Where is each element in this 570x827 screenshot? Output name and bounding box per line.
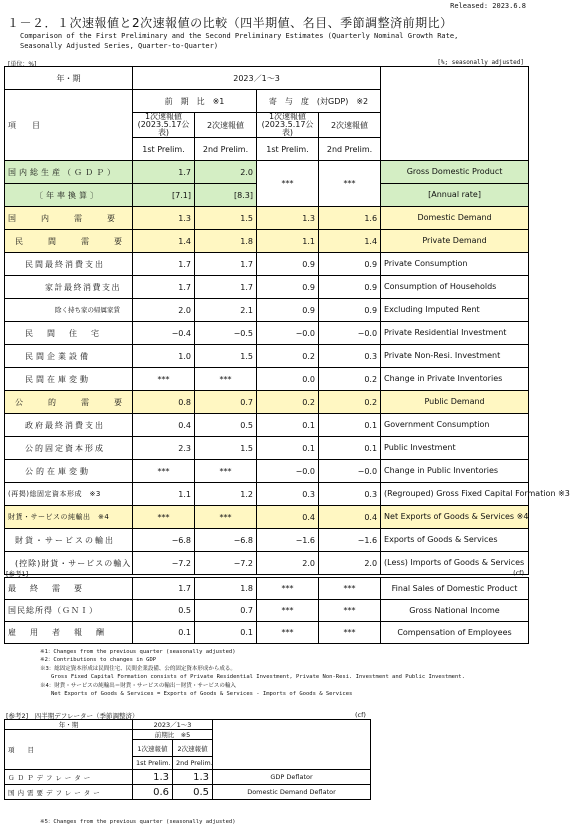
footnote: ※1：Changes from the previous quarter (seasonally adjusted) [40,649,236,655]
row-label: 民 間 需 要 [5,230,133,253]
row-label: 除く持ち家の帰属家賃 [5,299,133,322]
cell-second-qoq: 1.3 [173,770,213,785]
cell-second-qoq: −7.2 [195,552,257,575]
header-item: 項 目 [5,90,133,161]
row-label: 〔年率換算〕 [5,184,133,207]
cell-second-contrib: −0.0 [319,322,381,345]
row-label: 国民総所得（ＧＮＩ） [5,600,133,622]
cell-second-qoq: 0.5 [173,785,213,800]
header-second: 2次速報値 [173,740,213,757]
row-label: 民 間 住 宅 [5,322,133,345]
table-row [5,322,529,345]
row-label: 公的固定資本形成 [5,437,133,460]
table-row [5,785,371,800]
table-row [5,483,529,506]
header-first-c: 1次速報値 (2023.5.17公表) [257,113,319,138]
row-label-en: Private Residential Investment [381,322,529,345]
header-first-en: 1st Prelim. [133,757,173,770]
cell-first-contrib: 0.0 [257,368,319,391]
table-row [5,345,529,368]
cell-first-contrib: 0.3 [257,483,319,506]
table-row [5,506,529,529]
cell-first-contrib: 0.9 [257,253,319,276]
row-label: 最 終 需 要 [5,578,133,600]
comparison-table [4,66,570,575]
cell-first-contrib: −1.6 [257,529,319,552]
cell-first-qoq: 2.3 [133,437,195,460]
row-label: 国 内 需 要 [5,207,133,230]
table-row [5,299,529,322]
cell-second-qoq: −6.8 [195,529,257,552]
row-label-en: Change in Private Inventories [381,368,529,391]
cell-second-qoq: 2.1 [195,299,257,322]
cell-first-contrib: *** [257,622,319,644]
cell-second-qoq: 1.7 [195,253,257,276]
row-label-en: Compensation of Employees [381,622,529,644]
reference-2-label: [参考2] 四半期デフレーター（季節調整済） [6,712,139,720]
cell-second-qoq: 1.5 [195,437,257,460]
cell-first-contrib: −0.0 [257,322,319,345]
cell-first-qoq: 1.7 [133,161,195,184]
cell-second-qoq: 1.2 [195,483,257,506]
table-row [5,622,529,644]
row-label-en: Government Consumption [381,414,529,437]
row-label-en: Change in Public Inventories [381,460,529,483]
header-first-en: 1st Prelim. [133,138,195,161]
header-period: 2023／1～3 [133,67,381,90]
cell-second-contrib: *** [319,161,381,207]
footnote: Gross Fixed Capital Formation consists of Private Residential Investment, Private Non-Resi. Investment and Public Investment. [40,674,465,681]
row-label-en: (Less) Imports of Goods & Services [381,552,529,575]
reference-2-cf: (cf) [355,711,366,719]
cell-first-qoq: 1.4 [133,230,195,253]
reference-1-table [4,577,529,644]
cell-second-qoq: 0.7 [195,600,257,622]
cell-second-contrib: 1.4 [319,230,381,253]
cell-first-qoq: 0.1 [133,622,195,644]
table-row [5,770,371,785]
row-label-en: Domestic Demand Deflator [213,785,371,800]
cell-second-contrib: 0.3 [319,483,381,506]
cell-first-qoq: −6.8 [133,529,195,552]
table-row [5,529,529,552]
cell-first-qoq: −7.2 [133,552,195,575]
cell-first-qoq: 1.7 [133,276,195,299]
footnote: Net Exports of Goods & Services = Exports of Goods & Services - Imports of Goods & Services [40,691,353,698]
page-title: １－２．１次速報値と2次速報値の比較（四半期値、名目、季節調整済前期比） [7,16,453,30]
row-label: 民間企業設備 [5,345,133,368]
cell-second-contrib: 0.2 [319,391,381,414]
row-label: (控除)財貨・サービスの輸入 [5,552,133,575]
header-first: 1次速報値 (2023.5.17公表) [133,113,195,138]
row-label-en: Gross National Income [381,600,529,622]
header-second-c: 2次速報値 [319,113,381,138]
table-row [5,253,529,276]
header-qoq: 前期比 ※5 [133,730,213,740]
cell-second-contrib: 2.0 [319,552,381,575]
cell-first-contrib: −0.0 [257,460,319,483]
cell-second-qoq: 1.8 [195,578,257,600]
cell-second-contrib: 1.6 [319,207,381,230]
page-subtitle: Comparison of the First Preliminary and the Second Preliminary Estimates (Quarterly Nominal Growth Rate, Seasonally Adjusted Series, Quarter-to-Quarter) [20,32,459,50]
cell-first-contrib: 0.2 [257,391,319,414]
cell-first-qoq: −0.4 [133,322,195,345]
cell-first-qoq: 0.8 [133,391,195,414]
cell-first-contrib: 0.9 [257,276,319,299]
header-year-quarter: 年・期 [5,720,133,730]
release-date: Released: 2023.6.8 [450,2,526,10]
table-row [5,552,529,575]
reference-1-label: [参考1] [6,570,29,578]
header-second-en: 2nd Prelim. [195,138,257,161]
row-label-en: Private Consumption [381,253,529,276]
row-label: 家計最終消費支出 [5,276,133,299]
table-row [5,161,529,184]
row-label-en: Private Demand [381,230,529,253]
cell-second-qoq: *** [195,368,257,391]
table-row [5,600,529,622]
table-row [5,460,529,483]
cell-first-qoq: 1.7 [133,253,195,276]
table-row [5,437,529,460]
row-label-en: Consumption of Households [381,276,529,299]
row-label-en: Public Investment [381,437,529,460]
table-row [5,414,529,437]
header-first-en-c: 1st Prelim. [257,138,319,161]
cell-first-qoq: 2.0 [133,299,195,322]
cell-second-qoq: 1.7 [195,276,257,299]
cell-second-qoq: 1.8 [195,230,257,253]
cell-second-contrib: −1.6 [319,529,381,552]
row-label-en: Exports of Goods & Services [381,529,529,552]
row-label: 公的在庫変動 [5,460,133,483]
cell-second-qoq: −0.5 [195,322,257,345]
header-qoq: 前 期 比 ※1 [133,90,257,113]
cell-first-qoq: 1.7 [133,578,195,600]
table-row [5,368,529,391]
header-blank [381,67,529,161]
cell-first-contrib: *** [257,161,319,207]
row-label: ＧＤＰデフレーター [5,770,133,785]
row-label: 公 的 需 要 [5,391,133,414]
cell-first-qoq: 0.6 [133,785,173,800]
cell-first-qoq: 0.4 [133,414,195,437]
table-row [5,578,529,600]
table-row [5,276,529,299]
row-label-en: GDP Deflator [213,770,371,785]
cell-second-qoq: *** [195,506,257,529]
header-contrib: 寄 与 度 (対GDP) ※2 [257,90,381,113]
row-label-en: Excluding Imputed Rent [381,299,529,322]
row-label: 民間在庫変動 [5,368,133,391]
cell-first-contrib: 0.2 [257,345,319,368]
unit-label: [単位：%] [8,61,37,68]
table-row [5,230,529,253]
cell-first-contrib: 0.9 [257,299,319,322]
cell-second-qoq: 0.5 [195,414,257,437]
cell-second-contrib: 0.1 [319,437,381,460]
cell-first-qoq: 0.5 [133,600,195,622]
row-label: 雇 用 者 報 酬 [5,622,133,644]
cell-second-qoq: 0.7 [195,391,257,414]
cell-second-contrib: 0.9 [319,276,381,299]
header-second: 2次速報値 [195,113,257,138]
footnote: ※3：総固定資本形成は民間住宅、民間企業設備、公的固定資本形成から成る。 [40,665,236,672]
cell-second-contrib: 0.9 [319,299,381,322]
row-label-en: Public Demand [381,391,529,414]
cell-first-contrib: 1.1 [257,230,319,253]
reference-1-cf: (cf) [513,569,524,577]
cell-first-contrib: 0.1 [257,437,319,460]
cell-second-qoq: 2.0 [195,161,257,184]
cell-second-contrib: 0.9 [319,253,381,276]
header-second-en-c: 2nd Prelim. [319,138,381,161]
row-label: 民間最終消費支出 [5,253,133,276]
row-label: 財貨・サービスの純輸出 ※4 [5,506,133,529]
row-label: 国内需要デフレーター [5,785,133,800]
cell-second-contrib: 0.2 [319,368,381,391]
cell-second-qoq: [8.3] [195,184,257,207]
cell-second-contrib: 0.3 [319,345,381,368]
cell-first-contrib: 0.1 [257,414,319,437]
row-label-en: Domestic Demand [381,207,529,230]
row-label: 国内総生産（ＧＤＰ） [5,161,133,184]
header-blank [213,720,371,770]
footnote: ※2：Contributions to changes in GDP [40,657,157,664]
cell-second-contrib: 0.4 [319,506,381,529]
unit-label-en: [%; seasonally adjusted] [437,59,524,66]
cell-second-qoq: 1.5 [195,345,257,368]
cell-first-qoq: *** [133,506,195,529]
cell-first-qoq: *** [133,368,195,391]
row-label-en: Gross Domestic Product [381,161,529,184]
cell-first-contrib: *** [257,600,319,622]
header-period: 2023／1～3 [133,720,213,730]
row-label-en: [Annual rate] [381,184,529,207]
row-label-en: Final Sales of Domestic Product [381,578,529,600]
footnote: ※5：Changes from the previous quarter (seasonally adjusted) [40,819,236,825]
cell-second-contrib: *** [319,622,381,644]
row-label: (再掲)総固定資本形成 ※3 [5,483,133,506]
row-label: 政府最終消費支出 [5,414,133,437]
cell-second-qoq: 0.1 [195,622,257,644]
cell-first-qoq: 1.1 [133,483,195,506]
header-first: 1次速報値 [133,740,173,757]
cell-second-qoq: *** [195,460,257,483]
cell-first-contrib: 1.3 [257,207,319,230]
cell-first-contrib: 0.4 [257,506,319,529]
cell-first-contrib: 2.0 [257,552,319,575]
cell-first-qoq: *** [133,460,195,483]
cell-first-qoq: 1.3 [133,770,173,785]
cell-second-contrib: *** [319,600,381,622]
cell-first-qoq: 1.0 [133,345,195,368]
row-label: 財貨・サービスの輸出 [5,529,133,552]
cell-first-qoq: 1.3 [133,207,195,230]
cell-first-contrib: *** [257,578,319,600]
cell-second-contrib: *** [319,578,381,600]
cell-second-contrib: 0.1 [319,414,381,437]
header-item: 項 目 [5,730,133,770]
row-label-en: Net Exports of Goods & Services ※4 [381,506,529,529]
row-label-en: Private Non-Resi. Investment [381,345,529,368]
cell-first-qoq: [7.1] [133,184,195,207]
cell-second-qoq: 1.5 [195,207,257,230]
table-row [5,207,529,230]
cell-second-contrib: −0.0 [319,460,381,483]
footnote: ※4：財貨・サービスの純輸出＝財貨・サービスの輸出－財貨・サービスの輸入 [40,682,236,689]
deflator-table [4,719,371,800]
table-row [5,391,529,414]
header-second-en: 2nd Prelim. [173,757,213,770]
header-year-quarter: 年・期 [5,67,133,90]
row-label-en: (Regrouped) Gross Fixed Capital Formation ※3 [381,483,529,506]
footnotes [40,648,465,698]
